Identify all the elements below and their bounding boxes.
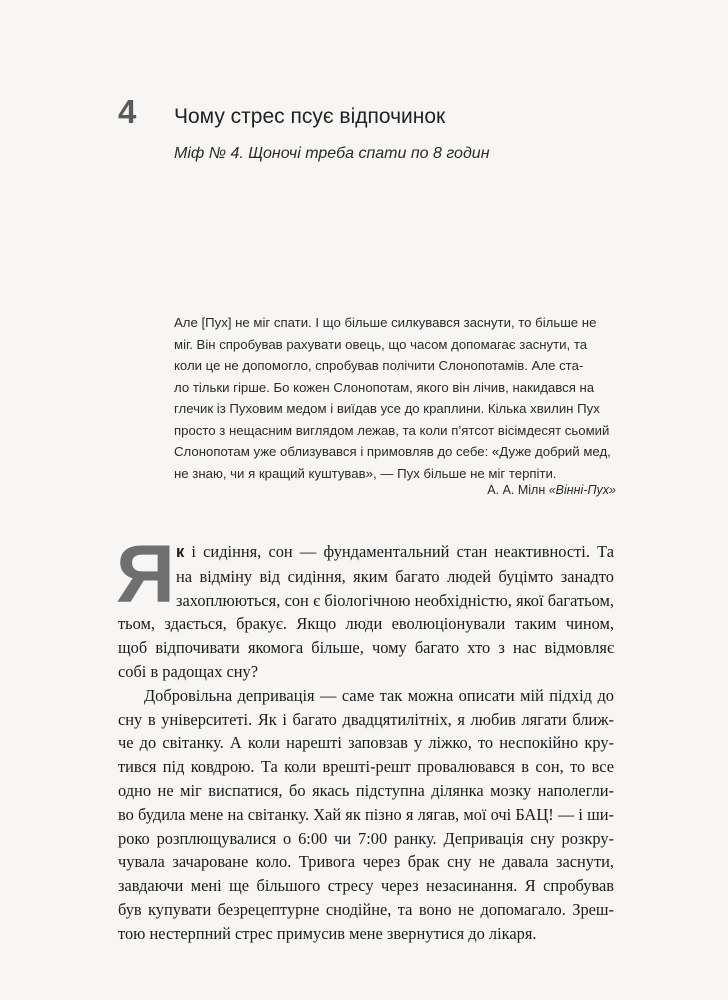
body-line: роко розплющувалися о 6:00 чи 7:00 ранку. Депривація сну розкру-	[118, 828, 614, 848]
chapter-title: Чому стрес псує відпочинок	[174, 105, 446, 128]
myth-subtitle: Міф № 4. Щоночі треба спати по 8 годин	[174, 145, 490, 162]
epigraph-attribution	[487, 483, 616, 497]
body-line: чувала зачароване коло. Тривога через брак сну не давала заснути,	[118, 852, 614, 872]
epigraph-line: ло тільки гірше. Бо кожен Слонопотам, якого він лічив, накидався на	[174, 379, 595, 395]
epigraph-line: не знаю, чи я кращий куштував», — Пух більше не міг терпіти.	[174, 465, 557, 481]
body-line: тився під ковдрою. Та коли врешті-решт провалювався в сон, то все	[118, 757, 614, 777]
body-line: завдаючи мені ще більшого стресу через незасинання. Я спробував	[118, 876, 614, 896]
body-line: щоб відпочивати якомога більше, чому багато хто з нас відмовляє	[118, 638, 614, 658]
body-line	[118, 540, 614, 565]
body-line: Добровільна депривація — саме так можна описати мій підхід до	[144, 685, 614, 705]
drop-cap: Я	[116, 529, 175, 620]
body-line: сну в університеті. Як і багато двадцятилітніх, я любив лягати ближ-	[118, 709, 614, 729]
body-line: собі в радощах сну?	[118, 661, 259, 681]
body-line: одно не міг виспатися, бо якась підступна ділянка мозку наполегли-	[118, 780, 614, 800]
first-line-text: і сидіння, сон — фундаментальний стан неактивності. Та	[184, 542, 614, 561]
body-line: тьом, здається, бракує. Якщо люди еволюціонували таким чином,	[118, 614, 614, 634]
epigraph-line: Слонопотам уже облизувався і примовляв до себе: «Дуже добрий мед,	[174, 444, 611, 459]
body-line: тою нестерпний стрес примусив мене звернутися до лікаря.	[118, 923, 537, 943]
chapter-heading	[118, 93, 445, 131]
drop-cap-rest: к	[176, 543, 185, 561]
body-line: був купувати безрецептурне снодійне, та воно не допомагало. Зреш-	[118, 899, 614, 919]
body-line: че до світанку. А коли нарешті заповзав у ліжко, то неспокійно кру-	[118, 733, 614, 753]
epigraph-line: глечик із Пуховим медом і виїдав усе до краплини. Кілька хвилин Пух	[174, 401, 600, 416]
attribution-book: «Вінні-Пух»	[548, 483, 616, 497]
attribution-author: А. А. Мілн	[487, 483, 549, 497]
epigraph-line: Але [Пух] не міг спати. І що більше силкувався заснути, то більше не	[174, 315, 597, 330]
body-text	[118, 540, 614, 946]
epigraph-line: коли це не допомогло, спробував полічити Слонопотамів. Але ста-	[174, 358, 584, 373]
chapter-number: 4	[118, 93, 137, 130]
body-line: на відміну від сидіння, яким багато людей буцімто занадто	[176, 566, 614, 586]
body-line: во будила мене на світанку. Хай як пізно я лягав, мої очі БАЦ! — і ши-	[118, 804, 614, 824]
body-line: захоплюються, сон є біологічною необхідністю, якої багатьом,	[176, 590, 614, 610]
epigraph-line: просто з нещасним виглядом лежав, та коли п’ятсот вісімдесят сьомий	[174, 422, 610, 438]
epigraph-line: міг. Він спробував рахувати овець, що часом допомагає заснути, та	[174, 336, 588, 352]
epigraph	[174, 312, 614, 484]
